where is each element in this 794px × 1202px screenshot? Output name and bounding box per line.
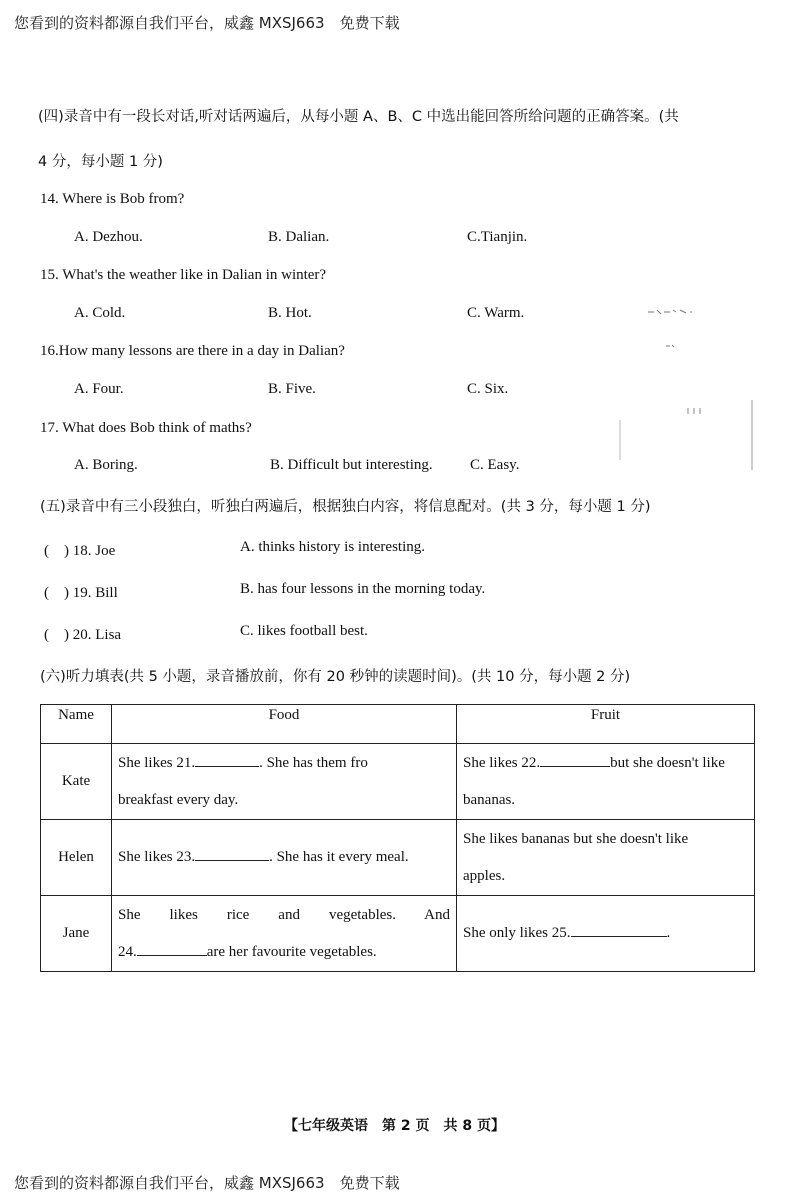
fruit-kate-text1: She likes 22.	[463, 754, 541, 771]
scan-marks	[600, 290, 770, 480]
option-15b: B. Hot.	[268, 305, 312, 321]
food-jane-text1: She likes rice and vegetables. And	[118, 906, 450, 923]
fruit-helen-text1: She likes bananas but she doesn't like	[463, 830, 689, 847]
option-14a: A. Dezhou.	[74, 229, 143, 245]
section4-heading-line1: (四)录音中有一段长对话,听对话两遍后，从每小题 A、B、C 中选出能回答所给问题的正确答案。(共	[38, 109, 679, 125]
question-14: 14. Where is Bob from?	[40, 191, 185, 207]
food-jane-text3: are her favourite vegetables.	[206, 943, 377, 960]
header-food: Food	[112, 705, 457, 744]
blank-21[interactable]	[195, 752, 259, 767]
header-name: Name	[41, 705, 112, 744]
food-kate	[112, 744, 457, 820]
option-16b: B. Five.	[268, 381, 316, 397]
blank-22[interactable]	[540, 752, 610, 767]
question-15: 15. What's the weather like in Dalian in winter?	[40, 267, 327, 283]
fruit-helen-text2: apples.	[463, 867, 506, 884]
header-fruit: Fruit	[457, 705, 755, 744]
match-item-20: ( ) 20. Lisa	[44, 627, 122, 643]
match-item-19: ( ) 19. Bill	[44, 585, 118, 601]
blank-25[interactable]	[571, 922, 667, 937]
blank-24[interactable]	[137, 941, 207, 956]
page-footer: 【七年级英语 第 2 页 共 8 页】	[284, 1118, 505, 1134]
section5-heading: (五)录音中有三小段独白，听独白两遍后，根据独白内容，将信息配对。(共 3 分，每小题 1 分)	[40, 499, 651, 515]
fruit-kate-text3: bananas.	[463, 791, 516, 808]
option-15a: A. Cold.	[74, 305, 126, 321]
fruit-kate-text2: but she doesn't like	[610, 754, 725, 771]
food-helen	[112, 820, 457, 896]
question-17: 17. What does Bob think of maths?	[40, 420, 252, 436]
fruit-jane-text2: .	[666, 925, 671, 941]
listening-table	[40, 704, 755, 972]
table-row-jane	[41, 896, 755, 972]
section6-heading: (六)听力填表(共 5 小题，录音播放前，你有 20 秒钟的读题时间)。(共 10 分，每小题 2 分)	[40, 669, 631, 685]
option-14c: C.Tianjin.	[467, 229, 528, 245]
match-option-b: B. has four lessons in the morning today.	[240, 581, 486, 597]
option-16a: A. Four.	[74, 381, 124, 397]
food-jane-text2: 24.	[118, 943, 137, 960]
food-helen-text1: She likes 23.	[118, 849, 196, 865]
name-kate: Kate	[41, 744, 112, 820]
fruit-kate	[457, 744, 755, 820]
name-jane: Jane	[41, 896, 112, 972]
fruit-helen	[457, 820, 755, 896]
section4-heading-line2: 4 分，每小题 1 分)	[38, 154, 163, 170]
option-15c: C. Warm.	[467, 305, 525, 321]
table-row-helen	[41, 820, 755, 896]
option-16c: C. Six.	[467, 381, 509, 397]
match-option-a: A. thinks history is interesting.	[240, 539, 425, 555]
fruit-jane	[457, 896, 755, 972]
option-14b: B. Dalian.	[268, 229, 330, 245]
question-16: 16.How many lessons are there in a day in Dalian?	[40, 343, 345, 359]
food-helen-text2: . She has it every meal.	[269, 849, 409, 865]
watermark-top: 您看到的资料都源自我们平台，威鑫 MXSJ663 免费下载	[14, 14, 400, 32]
fruit-jane-text1: She only likes 25.	[463, 925, 571, 941]
blank-23[interactable]	[195, 846, 269, 861]
match-option-c: C. likes football best.	[240, 623, 368, 639]
food-kate-text2: . She has them fro	[259, 754, 368, 771]
food-jane	[112, 896, 457, 972]
watermark-bottom: 您看到的资料都源自我们平台，威鑫 MXSJ663 免费下载	[14, 1174, 400, 1192]
table-row-kate	[41, 744, 755, 820]
option-17b: B. Difficult but interesting.	[270, 457, 433, 473]
option-17a: A. Boring.	[74, 457, 138, 473]
match-item-18: ( ) 18. Joe	[44, 543, 116, 559]
name-helen: Helen	[41, 820, 112, 896]
food-kate-text3: breakfast every day.	[118, 791, 239, 808]
table-header-row	[41, 705, 755, 744]
food-kate-text1: She likes 21.	[118, 754, 196, 771]
option-17c: C. Easy.	[470, 457, 520, 473]
